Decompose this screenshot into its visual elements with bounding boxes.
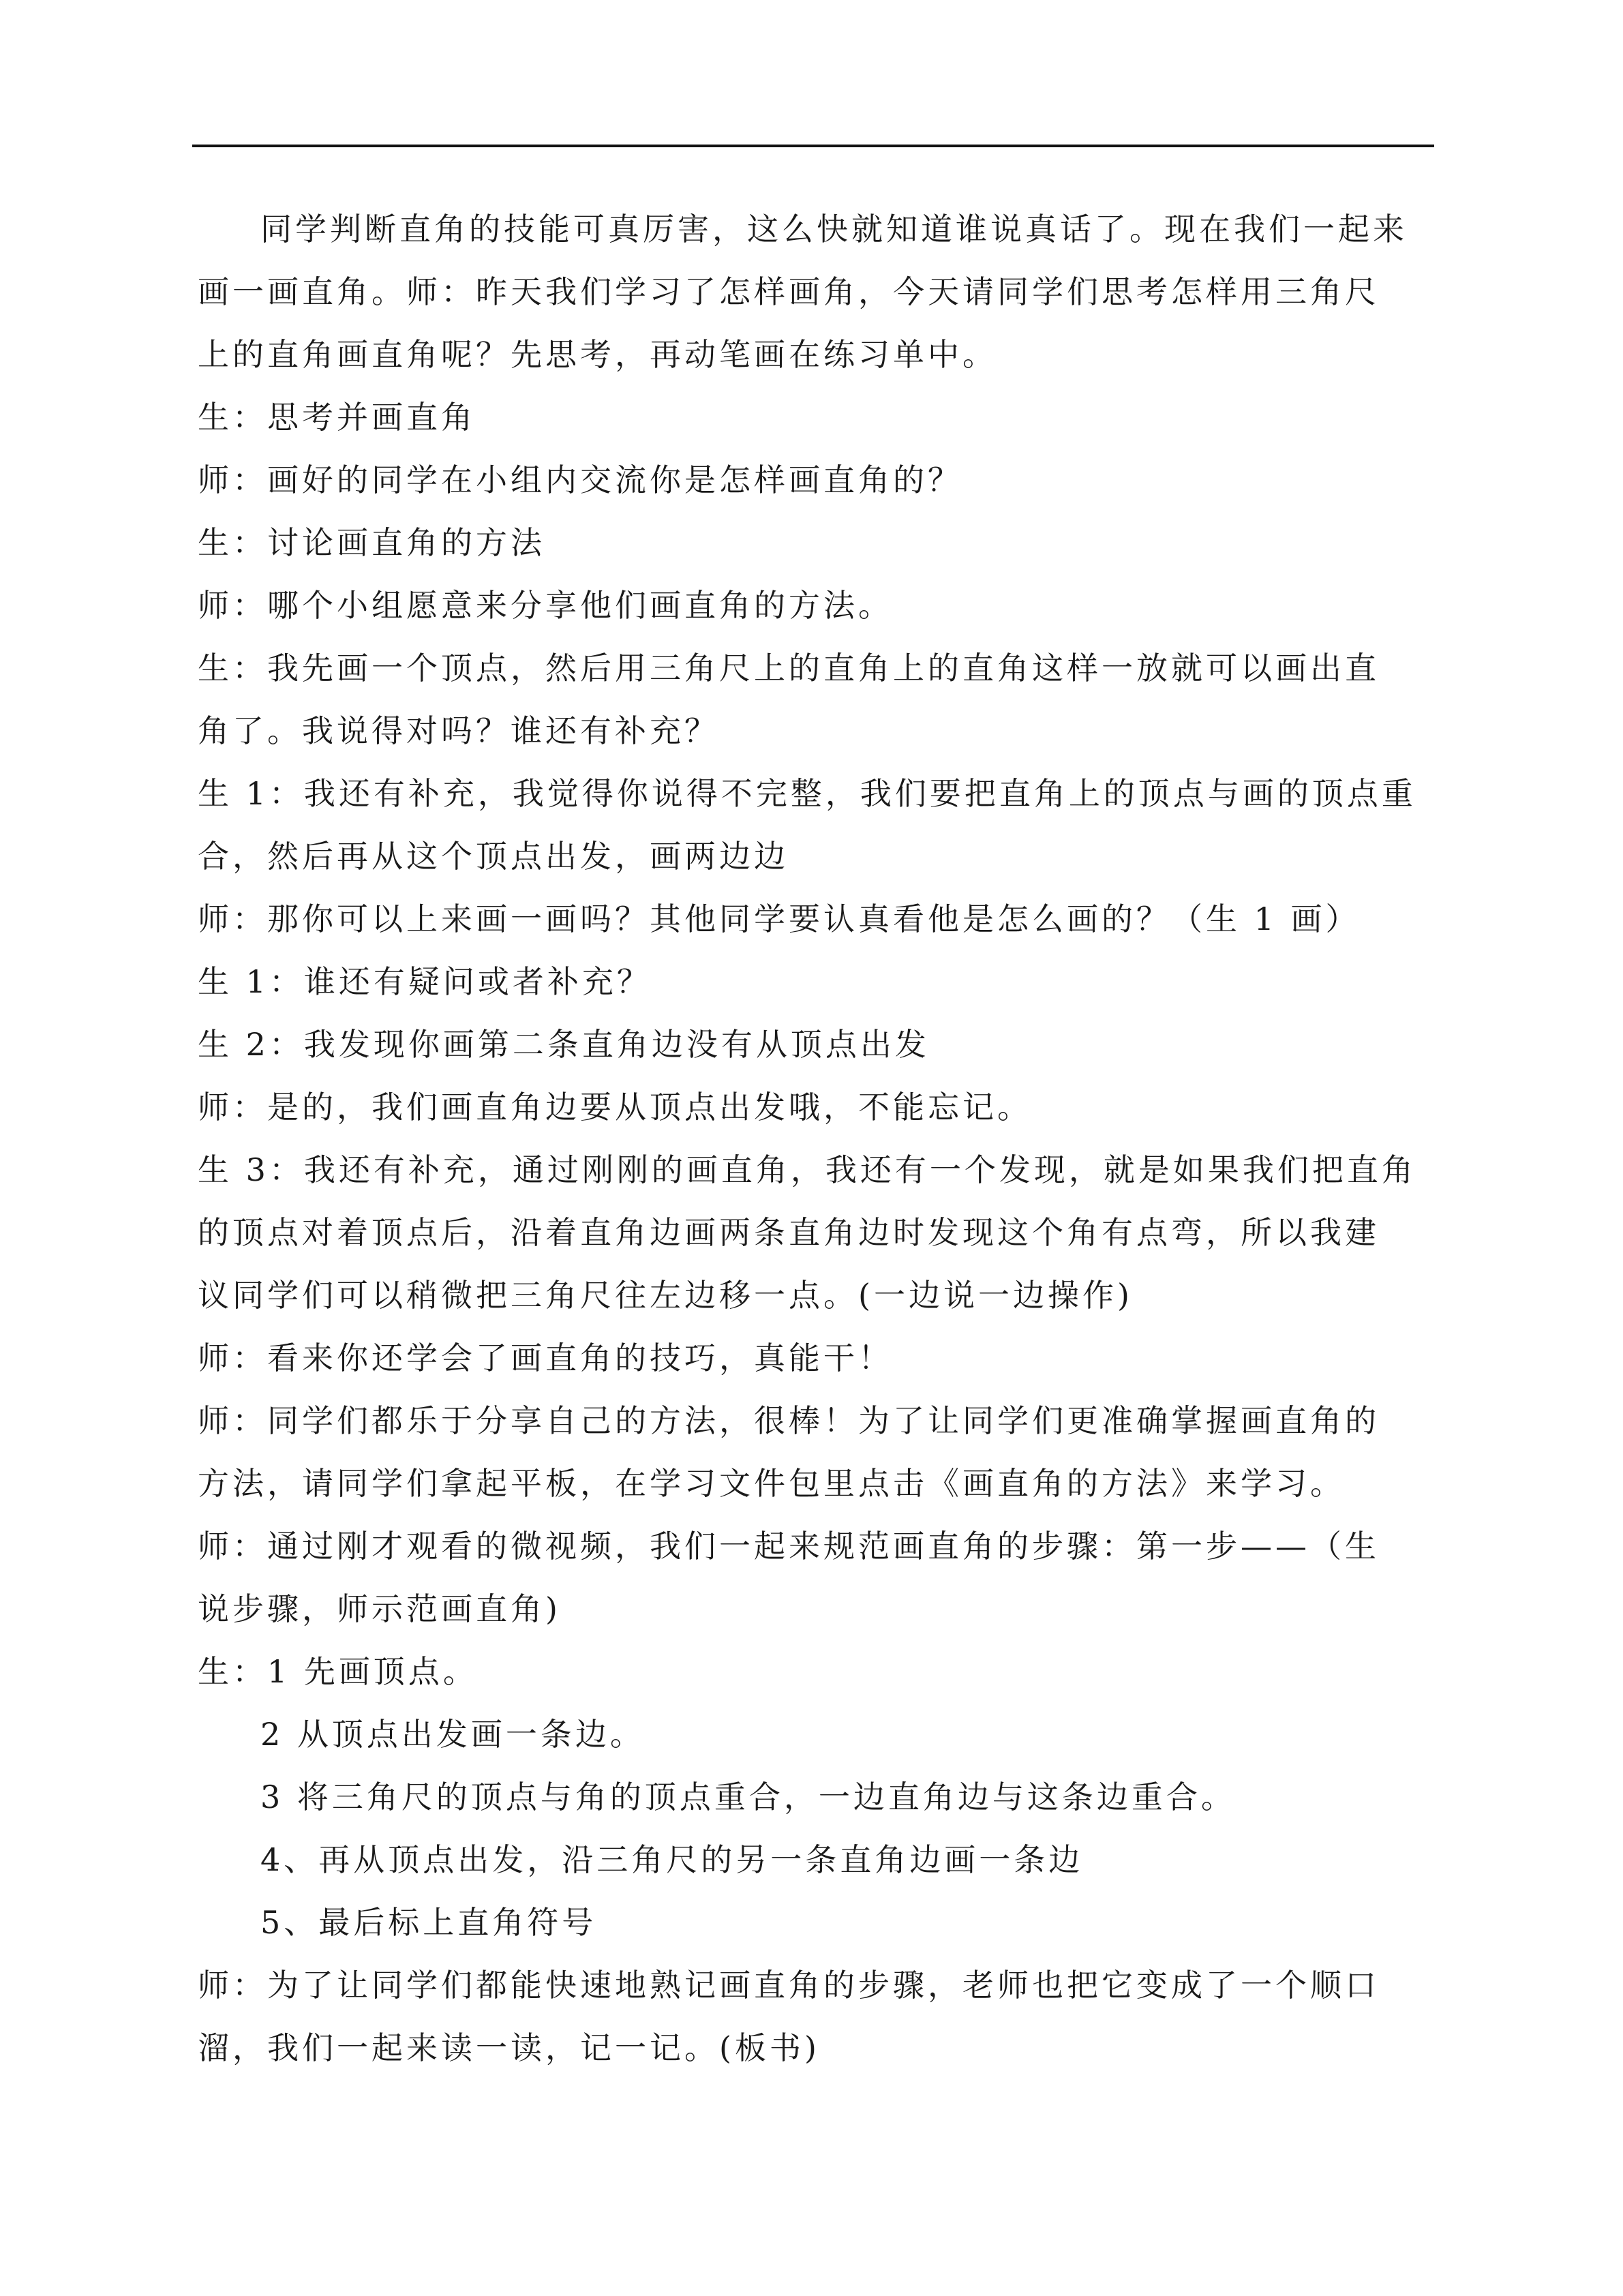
student-line: 合，然后再从这个顶点出发，画两边边 — [198, 838, 789, 875]
student-line: 生 2：我发现你画第二条直角边没有从顶点出发 — [198, 1026, 930, 1063]
student-line: 生：我先画一个顶点，然后用三角尺上的直角上的直角这样一放就可以画出直 — [198, 650, 1380, 686]
student-line: 生：讨论画直角的方法 — [198, 524, 545, 561]
paragraph-line: 画一画直角。师：昨天我们学习了怎样画角，今天请同学们思考怎样用三角尺 — [198, 273, 1380, 310]
teacher-line: 说步骤，师示范画直角) — [198, 1590, 561, 1627]
paragraph-line: 同学判断直角的技能可真厉害，这么快就知道谁说真话了。现在我们一起来 — [260, 211, 1408, 247]
student-line: 角了。我说得对吗？谁还有补充？ — [198, 712, 719, 749]
teacher-line: 方法，请同学们拿起平板，在学习文件包里点击《画直角的方法》来学习。 — [198, 1465, 1345, 1502]
student-line: 生：思考并画直角 — [198, 399, 476, 436]
header-rule — [192, 145, 1434, 147]
step-line: 3 将三角尺的顶点与角的顶点重合，一边直角边与这条边重合。 — [260, 1779, 1236, 1815]
paragraph-line: 上的直角画直角呢？先思考，再动笔画在练习单中。 — [198, 336, 997, 373]
teacher-line: 师：为了让同学们都能快速地熟记画直角的步骤，老师也把它变成了一个顺口 — [198, 1967, 1380, 2004]
teacher-line: 师：同学们都乐于分享自己的方法，很棒！为了让同学们更准确掌握画直角的 — [198, 1402, 1380, 1439]
student-line: 生 3：我还有补充，通过刚刚的画直角，我还有一个发现，就是如果我们把直角 — [198, 1151, 1416, 1188]
document-body — [198, 198, 1431, 2079]
student-line: 的顶点对着顶点后，沿着直角边画两条直角边时发现这个角有点弯，所以我建 — [198, 1214, 1380, 1251]
step-line: 4、再从顶点出发，沿三角尺的另一条直角边画一条边 — [260, 1841, 1084, 1878]
teacher-line: 师：是的，我们画直角边要从顶点出发哦，不能忘记。 — [198, 1089, 1032, 1126]
step-line: 2 从顶点出发画一条边。 — [260, 1716, 645, 1753]
step-line: 5、最后标上直角符号 — [260, 1904, 597, 1941]
teacher-line: 师：画好的同学在小组内交流你是怎样画直角的？ — [198, 462, 962, 498]
teacher-line: 溜，我们一起来读一读，记一记。(板书) — [198, 2029, 820, 2066]
student-line: 生 1：我还有补充，我觉得你说得不完整，我们要把直角上的顶点与画的顶点重 — [198, 775, 1416, 812]
teacher-line: 师：看来你还学会了画直角的技巧，真能干！ — [198, 1340, 893, 1376]
teacher-line: 师：通过刚才观看的微视频，我们一起来规范画直角的步骤：第一步——（生 — [198, 1528, 1380, 1565]
student-line: 议同学们可以稍微把三角尺往左边移一点。(一边说一边操作) — [198, 1277, 1133, 1314]
teacher-line: 师：那你可以上来画一画吗？其他同学要认真看他是怎么画的？（生 1 画） — [198, 901, 1361, 937]
student-line: 生：1 先画顶点。 — [198, 1653, 478, 1690]
student-line: 生 1：谁还有疑问或者补充？ — [198, 963, 652, 1000]
teacher-line: 师：哪个小组愿意来分享他们画直角的方法。 — [198, 587, 893, 624]
